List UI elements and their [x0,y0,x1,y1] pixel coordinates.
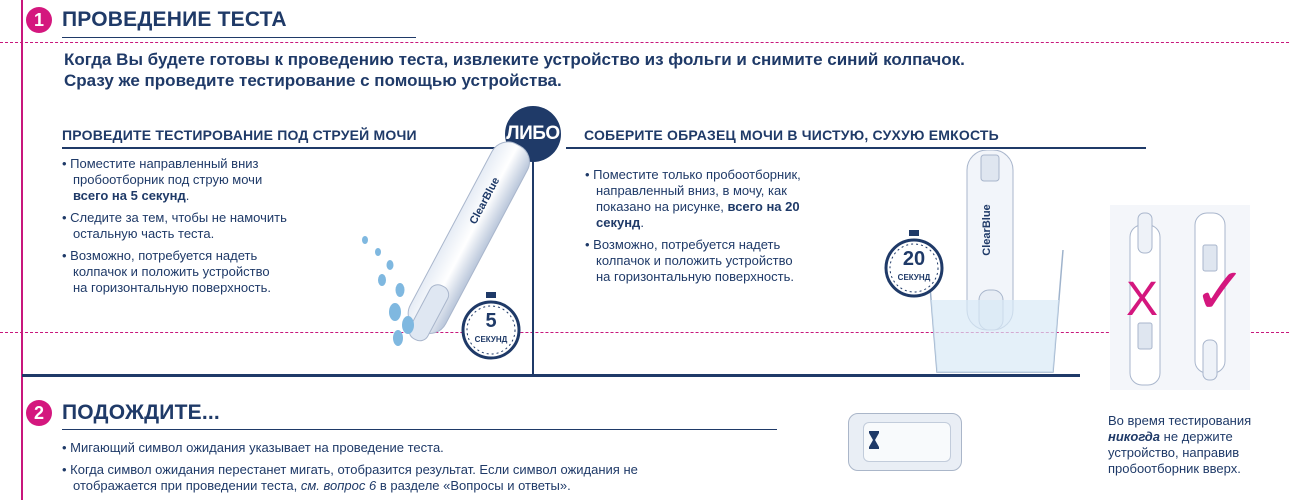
right-bullet-2: • Возможно, потребуется надеть колпачок и положить устройство на горизонтальную поверхность. [585,237,794,284]
step-2-bullet-1: • Мигающий символ ожидания указывает на проведение теста. [62,440,444,455]
right-column-rule [566,147,1146,149]
right-bullet-1: • Поместите только пробоотборник, направленный вниз, в мочу, как показано на рисунке, всего на 20 секунд. [585,167,801,230]
column-divider [532,150,534,375]
step-2-bullet-2: • Когда символ ожидания перестанет мигать, отобразится результат. Если символ ожидания не отображается при проведении теста, см. вопрос 6 в разделе «Вопросы и ответы». [62,462,638,493]
step-1-badge: 1 [26,7,52,33]
timer-20-seconds [880,230,948,298]
step-1-title-underline [62,37,416,38]
side-note: Во время тестирования никогда не держите устройство, направив пробоотборник вверх. [1108,413,1252,476]
top-dashed-guide [0,42,1289,43]
right-column-heading: СОБЕРИТЕ ОБРАЗЕЦ МОЧИ В ЧИСТУЮ, СУХУЮ ЕМКОСТЬ [584,127,999,143]
water-drops [362,236,414,346]
glass-water [931,300,1059,372]
brand-logo-cup: ClearBlue [981,204,993,256]
either-badge: ЛИБО [505,106,561,162]
left-margin-line [21,0,23,500]
left-column-heading: ПРОВЕДИТЕ ТЕСТИРОВАНИЕ ПОД СТРУЕЙ МОЧИ [62,127,417,143]
timer-5-value: 5 [485,310,497,332]
brand-logo-tilted: ClearBlue [467,175,503,227]
right-column-bullets [585,167,885,291]
timer-5-seconds [457,292,525,360]
step-2-badge: 2 [26,400,52,426]
lower-dashed-guide [0,332,1289,333]
step-2-title: ПОДОЖДИТЕ... [62,401,220,424]
left-bullet-3: • Возможно, потребуется надеть колпачок и положить устройство на горизонтальную поверхность. [62,248,271,295]
right-check-icon: ✓ [1193,255,1247,329]
device-display-window [848,413,962,471]
timer-5-unit: СЕКУНД [474,335,508,344]
step-2-title-underline [62,429,777,430]
left-column-bullets [62,156,362,302]
step-1-intro-line-2: Сразу же проведите тестирование с помощью устройства. [64,71,562,90]
wrong-cross-icon: X [1125,273,1159,326]
hourglass-icon [869,431,879,449]
step-1-intro-line-1: Когда Вы будете готовы к проведению теста, извлеките устройство из фольги и снимите синий колпачок. [64,50,965,69]
timer-20-value: 20 [902,248,926,270]
step-2-bullets [62,440,822,500]
orientation-illustration [1110,205,1250,390]
step-1-title: ПРОВЕДЕНИЕ ТЕСТА [62,8,287,31]
timer-20-unit: СЕКУНД [897,273,931,282]
left-bullet-1: • Поместите направленный вниз пробоотборник под струю мочи всего на 5 секунд. [62,156,263,203]
step-1-bottom-rule [22,374,1080,377]
left-bullet-2: • Следите за тем, чтобы не намочить остальную часть теста. [62,210,287,241]
